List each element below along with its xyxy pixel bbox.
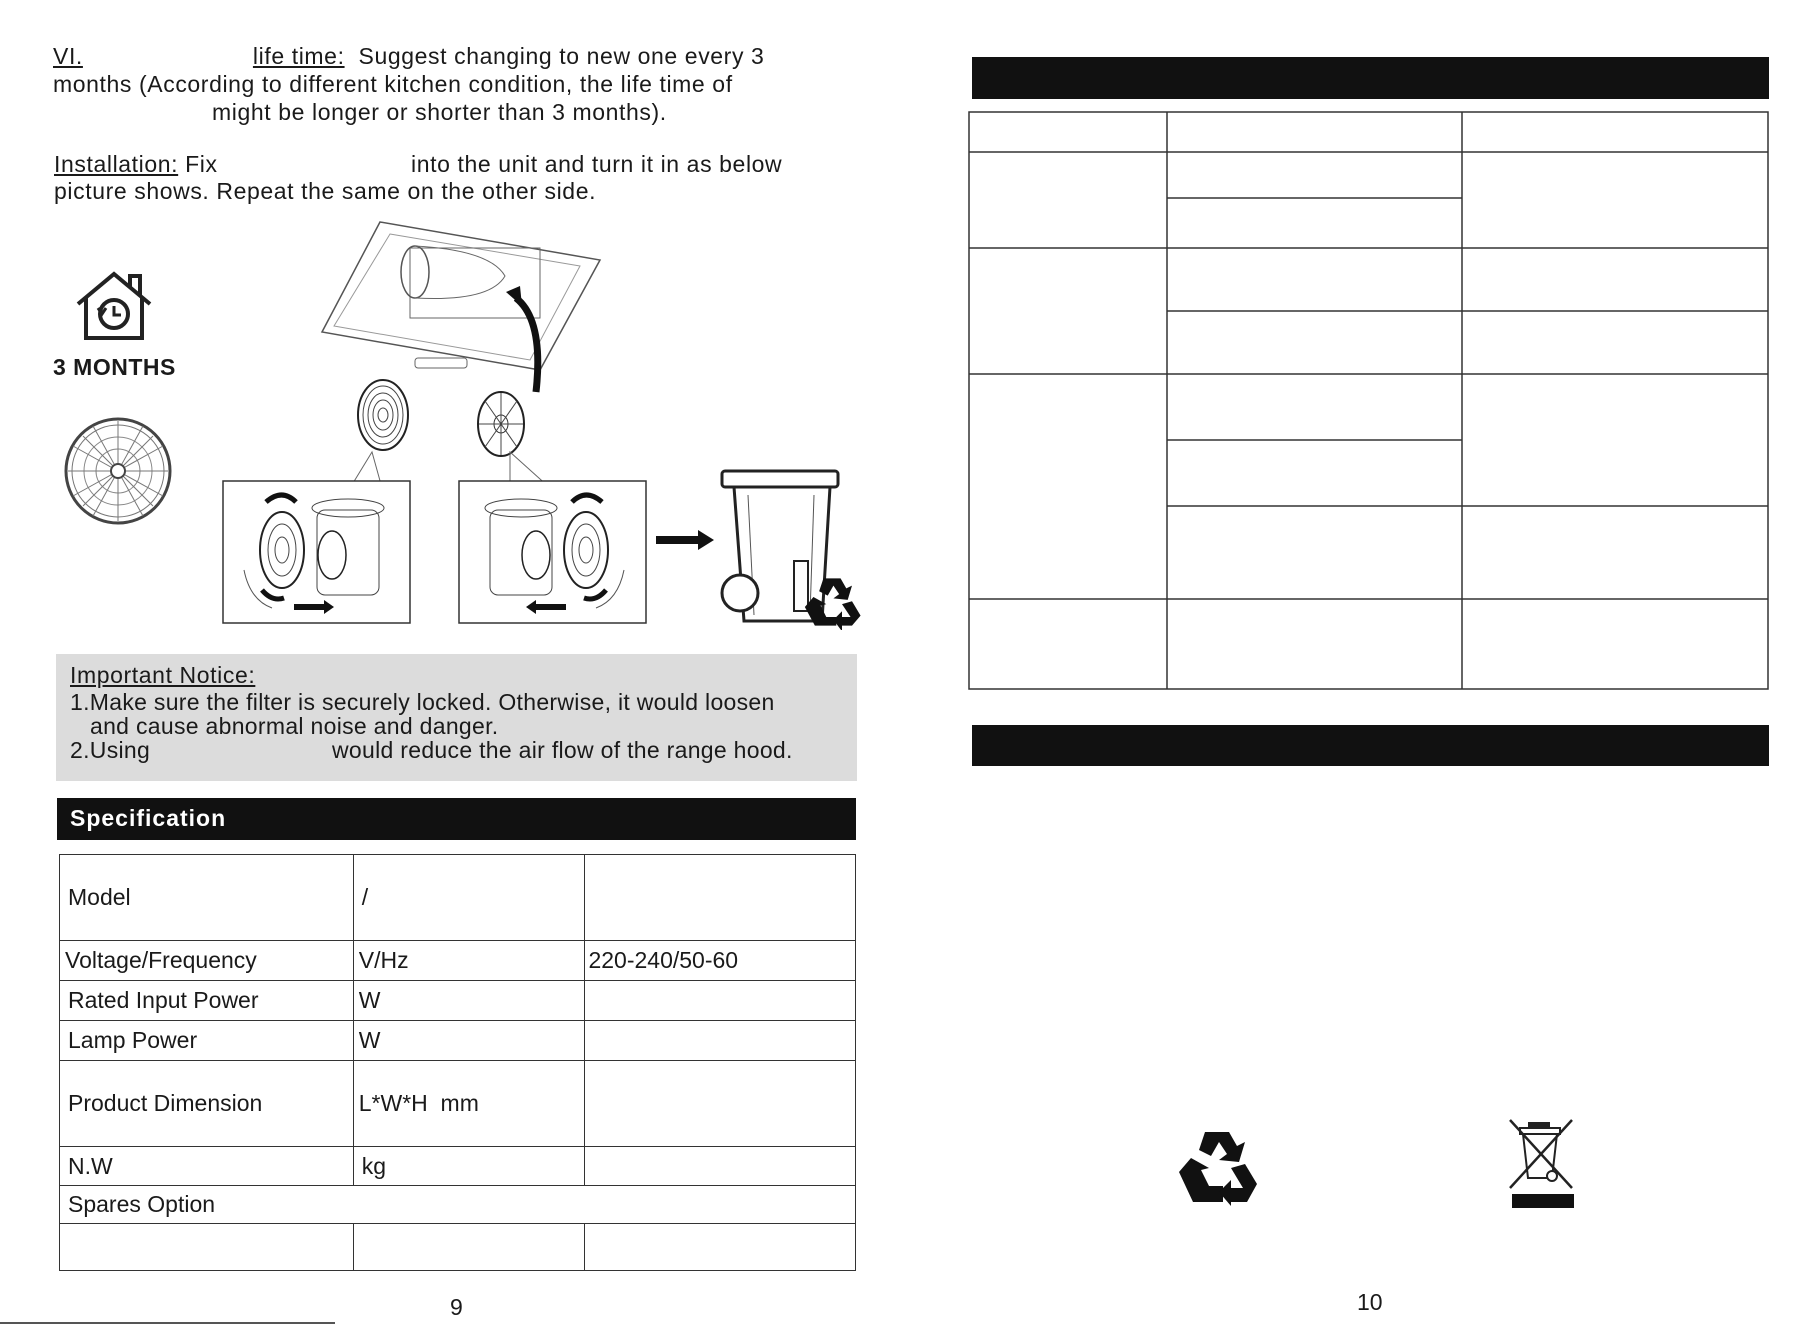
crossed-bin-icon — [1508, 1118, 1578, 1210]
spec-value — [585, 855, 856, 941]
filter-frame-icon — [476, 390, 526, 458]
spec-name: Model — [60, 855, 354, 941]
spares-option-label: Spares Option — [60, 1186, 856, 1224]
carbon-filter-icon — [356, 378, 410, 452]
important-notice-box — [56, 654, 857, 781]
notice-item1-line2: and cause abnormal noise and danger. — [90, 713, 499, 739]
specification-table — [59, 854, 856, 1271]
spec-unit: kg — [353, 1147, 585, 1186]
troubleshooting-table — [967, 110, 1773, 692]
spec-unit: / — [353, 855, 585, 941]
filter-life-line1 — [53, 43, 764, 70]
table-row — [60, 1186, 856, 1224]
spec-value — [585, 981, 856, 1021]
page-number-right: 10 — [1357, 1289, 1383, 1315]
install-step-left — [222, 480, 411, 624]
specification-header — [57, 798, 856, 840]
months-label: 3 MONTHS — [53, 354, 176, 380]
spec-value — [585, 1147, 856, 1186]
table-row — [60, 1061, 856, 1147]
filter-life-line2: months (According to different kitchen condition, the life time of — [53, 71, 733, 97]
filter-life-text1: Suggest changing to new one every 3 — [358, 43, 765, 69]
troubleshooting-header-bar — [972, 57, 1769, 99]
notice-title: Important Notice: — [70, 662, 256, 688]
page-number-left: 9 — [450, 1294, 463, 1320]
filter-life-label-suffix: life time: — [252, 43, 345, 69]
arrow-right-icon — [656, 530, 714, 550]
spec-unit: W — [353, 1021, 585, 1061]
spares-cell — [353, 1224, 585, 1271]
spec-unit: V/Hz — [353, 941, 585, 981]
notice-item2-end: would reduce the air flow of the range hood. — [332, 737, 793, 763]
range-hood-illustration — [320, 220, 605, 395]
spec-value — [585, 1021, 856, 1061]
grille-filter-icon — [63, 416, 173, 526]
spec-name: Product Dimension — [60, 1061, 354, 1147]
specification-title: Specification — [70, 805, 227, 831]
spec-name: Rated Input Power — [60, 981, 354, 1021]
installation-line1-end: into the unit and turn it in as below — [411, 151, 783, 177]
spec-name: Voltage/Frequency — [60, 941, 354, 981]
spec-name: N.W — [60, 1147, 354, 1186]
notice-item1-line1: 1.Make sure the filter is securely locked. Otherwise, it would loosen — [70, 689, 775, 715]
table-row — [60, 1021, 856, 1061]
installation-line1 — [54, 151, 218, 178]
installation-fix: Fix — [185, 151, 218, 177]
spares-cell — [585, 1224, 856, 1271]
spec-value — [585, 1061, 856, 1147]
installation-line2: picture shows. Repeat the same on the other side. — [54, 178, 597, 204]
recycle-symbol-icon — [1175, 1128, 1259, 1206]
filter-life-label-prefix: VI. — [53, 43, 83, 69]
house-clock-icon — [74, 270, 154, 342]
table-row — [60, 981, 856, 1021]
filter-life-line3: might be longer or shorter than 3 months). — [212, 99, 667, 125]
recycle-icon — [802, 574, 862, 630]
disposal-header-bar — [972, 725, 1769, 766]
spec-name: Lamp Power — [60, 1021, 354, 1061]
spec-value: 220-240/50-60 — [585, 941, 856, 981]
table-row — [60, 855, 856, 941]
spec-unit: L*W*H mm — [353, 1061, 585, 1147]
spares-cell — [60, 1224, 354, 1271]
table-row — [60, 941, 856, 981]
notice-item2-start: 2.Using — [70, 737, 151, 763]
install-step-right — [458, 480, 647, 624]
spec-unit: W — [353, 981, 585, 1021]
table-row — [60, 1224, 856, 1271]
installation-label: Installation: — [54, 151, 179, 177]
table-row — [60, 1147, 856, 1186]
